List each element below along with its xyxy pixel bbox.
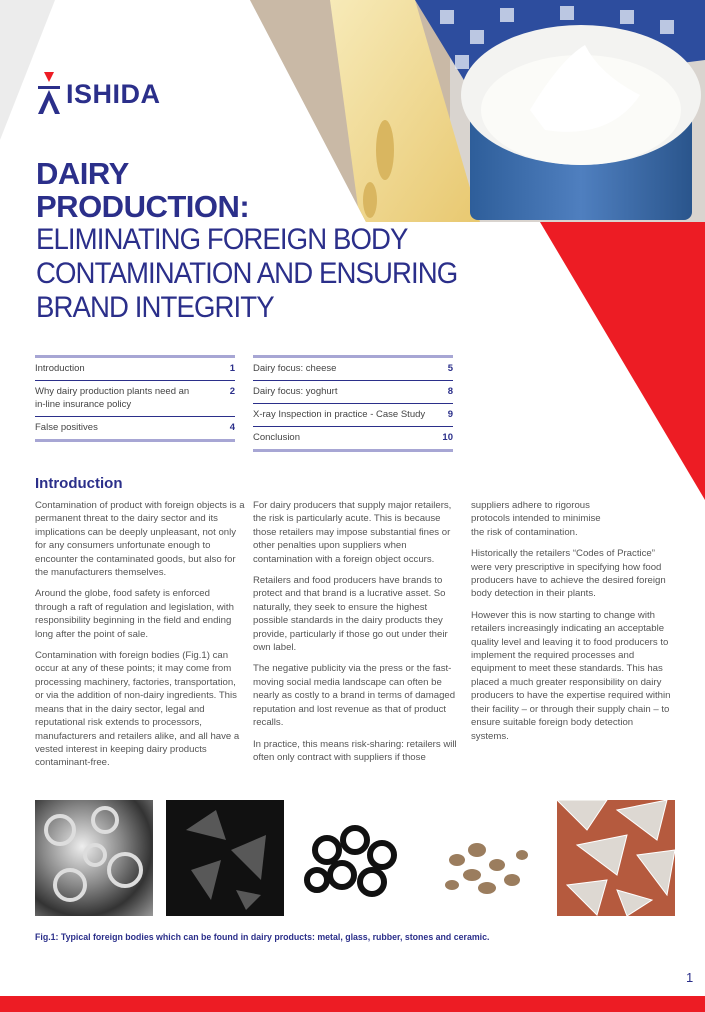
figure-stones (427, 800, 545, 916)
toc-item[interactable]: False positives 4 (35, 416, 235, 439)
ishida-logo (38, 72, 161, 116)
toc-item[interactable]: Dairy focus: yoghurt 8 (253, 380, 453, 403)
toc-left (35, 355, 235, 442)
figure-ceramic (557, 800, 675, 916)
toc-item[interactable]: X-ray Inspection in practice - Case Study 9 (253, 403, 453, 426)
text-column-1: Contamination of product with foreign objects is a permanent threat to the dairy sector and its implications can be deeply unpleasant, not only for any consumers unfortunate enough to encounter the contaminated goods, but also for the manufacturers themselves. Around the globe, food safety is enforced through a raft of regulation and legislation, with responsibility beginning in the field and ending long after the point of sale. Contamination with foreign bodies (Fig.1) can occur at any of these points; it may come from processing machinery, factories, transportation, or via the addition of non-dairy ingredients. This means that in the dairy sector, legal and reputational risk extends to processors, manufacturers and retailers alike, and all have a vested interest in keeping dairy products contaminant-free. (35, 500, 245, 769)
grey-corner-triangle (0, 0, 55, 140)
figure-caption: Fig.1: Typical foreign bodies which can be found in dairy products: metal, glass, rubber, stones and ceramic. (35, 932, 490, 942)
section-heading: Introduction (35, 475, 123, 492)
toc-item[interactable]: Dairy focus: cheese 5 (253, 363, 453, 374)
toc-right (253, 355, 453, 452)
page-number: 1 (686, 970, 694, 985)
text-column-2: For dairy producers that supply major retailers, the risk is particularly acute. This is because those retailers may impose substantial fines or other penalties upon suppliers when contamination with a foreign object occurs. Retailers and food producers have brands to protect and that brand is a lucrative asset. So naturally, they seek to ensure the highest possible standards in the dairy products they provide, particularly if those go out under their own label. The negative publicity via the press or the fast-moving social media landscape can often be nearly as costly to a brand in terms of damaged reputation and lost revenue as that of product recalls. In practice, this means risk-sharing: retailers will often only contract with suppliers if those (253, 500, 457, 763)
toc-item[interactable]: Conclusion 10 (253, 426, 453, 449)
red-triangle (540, 222, 705, 500)
page-title: DAIRY PRODUCTION: ELIMINATING FOREIGN BODY CONTAMINATION AND ENSURING BRAND INTEGRITY (36, 156, 458, 324)
logo-text: ISHIDA (66, 78, 161, 109)
footer-red-bar (0, 996, 705, 1012)
toc-item[interactable]: Why dairy production plants need an in-line insurance policy 2 (35, 380, 235, 416)
figure-glass (166, 800, 284, 916)
figure-metal (35, 800, 153, 916)
toc-item[interactable]: Introduction 1 (35, 363, 235, 374)
text-column-3: suppliers adhere to rigorous protocols intended to minimise the risk of contamination. Historically the retailers “Codes of Practice” were very prescriptive in specifying how food producers have to achieve the desired foreign body detection in their plants. However this is now starting to change with retailers increasingly indicating an acceptable quality level and leaving it to food producers to implement the required processes and equipment to meet these standards. This has placed a much greater responsibility on dairy producers to have the expertise required within their facility – or through their supply chain – to ensure suitable foreign body detection systems. (471, 500, 671, 742)
figure-rubber (297, 800, 415, 916)
ishida-logo-icon (38, 72, 60, 116)
